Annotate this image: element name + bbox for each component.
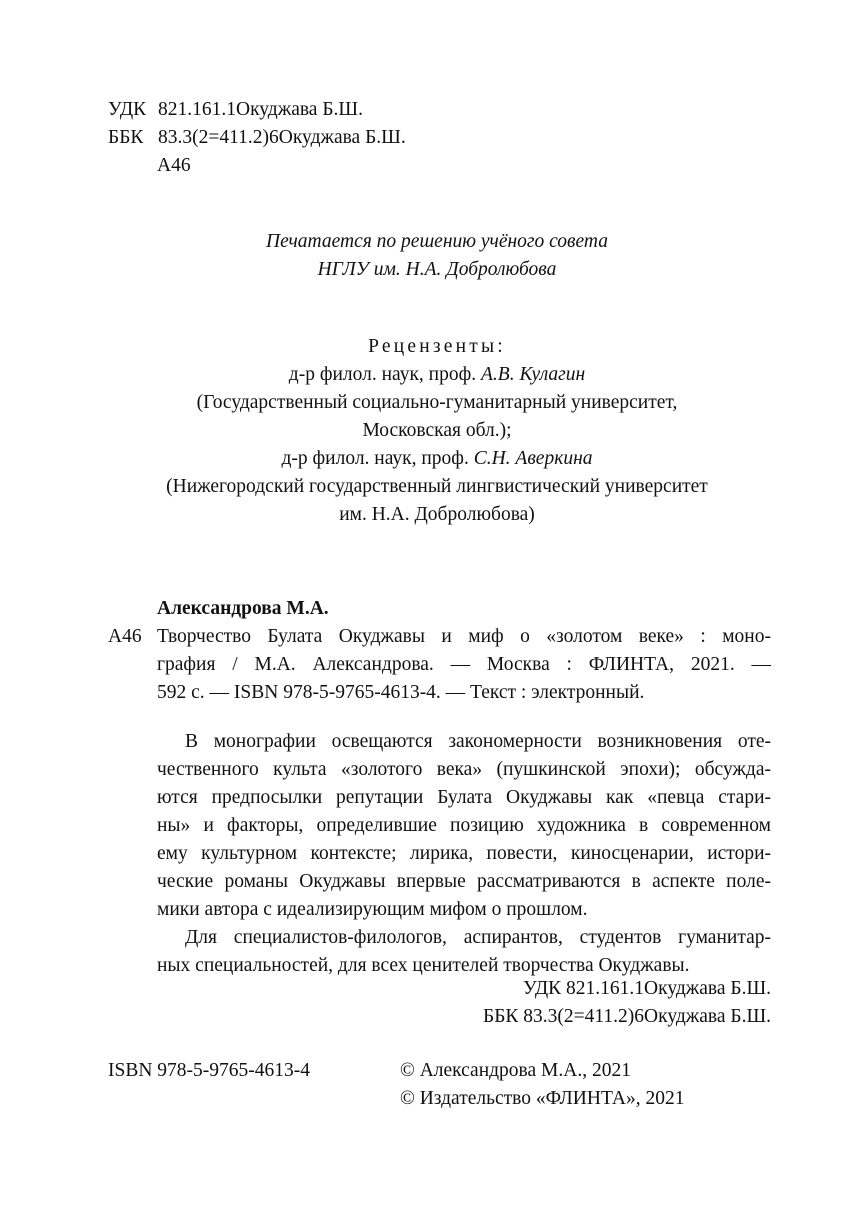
isbn: ISBN 978-5-9765-4613-4: [108, 1060, 311, 1081]
annotation-line: ему культурном контексте; лирика, повести, киносценарии, истори-: [157, 843, 771, 864]
annotation-line: В монографии освещаются закономерности возникновения оте-: [185, 731, 771, 752]
top-author-mark: А46: [157, 155, 191, 176]
approval-line-2: НГЛУ им. Н.А. Добролюбова: [317, 259, 557, 280]
reviewer-2-title: д-р филол. наук, проф.: [281, 448, 469, 469]
bib-line: графия / М.А. Александрова. — Москва : ФЛИНТА, 2021. —: [157, 654, 771, 675]
approval-note: [0, 228, 857, 284]
reviewer-2-name: С.Н. Аверкина: [473, 448, 593, 469]
reviewers-block: [0, 333, 857, 529]
bottom-classification-codes: [483, 975, 771, 1031]
annotation-line: ны» и факторы, определившие позицию художника в современном: [157, 815, 771, 836]
annotation: [157, 728, 771, 980]
top-udk-row: [108, 96, 406, 124]
annotation-line: ных специальностей, для всех ценителей творчества Окуджавы.: [157, 955, 690, 976]
bib-line: 592 с. — ISBN 978-5-9765-4613-4. — Текст : электронный.: [157, 682, 645, 703]
annotation-line: чественного культа «золотого века» (пушкинской эпохи); обсужда-: [157, 759, 771, 780]
reviewer-1-line: [0, 361, 857, 389]
top-bbk-row: [108, 124, 406, 152]
bib-description: [157, 623, 771, 707]
bottom-bbk: ББК 83.3(2=411.2)6Окуджава Б.Ш.: [483, 1006, 771, 1027]
copyrights: [400, 1057, 684, 1113]
top-bbk-value: 83.3(2=411.2)6Окуджава Б.Ш.: [158, 127, 406, 148]
top-bbk-label: ББК: [108, 127, 144, 148]
annotation-line: мики автора с идеализирующим мифом о прошлом.: [157, 899, 588, 920]
bib-line: Творчество Булата Окуджавы и миф о «золотом веке» : моно-: [157, 626, 771, 647]
top-udk-value: 821.161.1Окуджава Б.Ш.: [158, 99, 363, 120]
bib-author: Александрова М.А.: [157, 598, 329, 619]
reviewer-2-affiliation-1: (Нижегородский государственный лингвистический университет: [166, 476, 708, 497]
annotation-line: ются предпосылки репутации Булата Окуджавы как «певца стари-: [157, 787, 771, 808]
approval-line-1: Печатается по решению учёного совета: [265, 231, 608, 252]
reviewer-1-name: А.В. Кулагин: [481, 364, 586, 385]
reviewers-heading: Рецензенты:: [368, 336, 506, 357]
top-udk-label: УДК: [108, 99, 147, 120]
reviewer-1-affiliation-2: Московская обл.);: [362, 420, 512, 441]
copyright-author: © Александрова М.А., 2021: [400, 1060, 631, 1081]
annotation-line: ческие романы Окуджавы впервые рассматриваются в аспекте поле-: [157, 871, 771, 892]
copyright-publisher: © Издательство «ФЛИНТА», 2021: [400, 1088, 685, 1109]
reviewer-2-line: [0, 445, 857, 473]
reviewer-2-affiliation-2: им. Н.А. Добролюбова): [339, 504, 535, 525]
reviewer-1-title: д-р филол. наук, проф.: [288, 364, 477, 385]
reviewer-1-affiliation-1: (Государственный социально-гуманитарный университет,: [196, 392, 678, 413]
top-classification-codes: [108, 96, 406, 152]
bottom-udk: УДК 821.161.1Окуджава Б.Ш.: [523, 978, 771, 999]
bib-author-mark: А46: [108, 626, 142, 647]
annotation-line: Для специалистов-филологов, аспирантов, студентов гуманитар-: [185, 927, 771, 948]
